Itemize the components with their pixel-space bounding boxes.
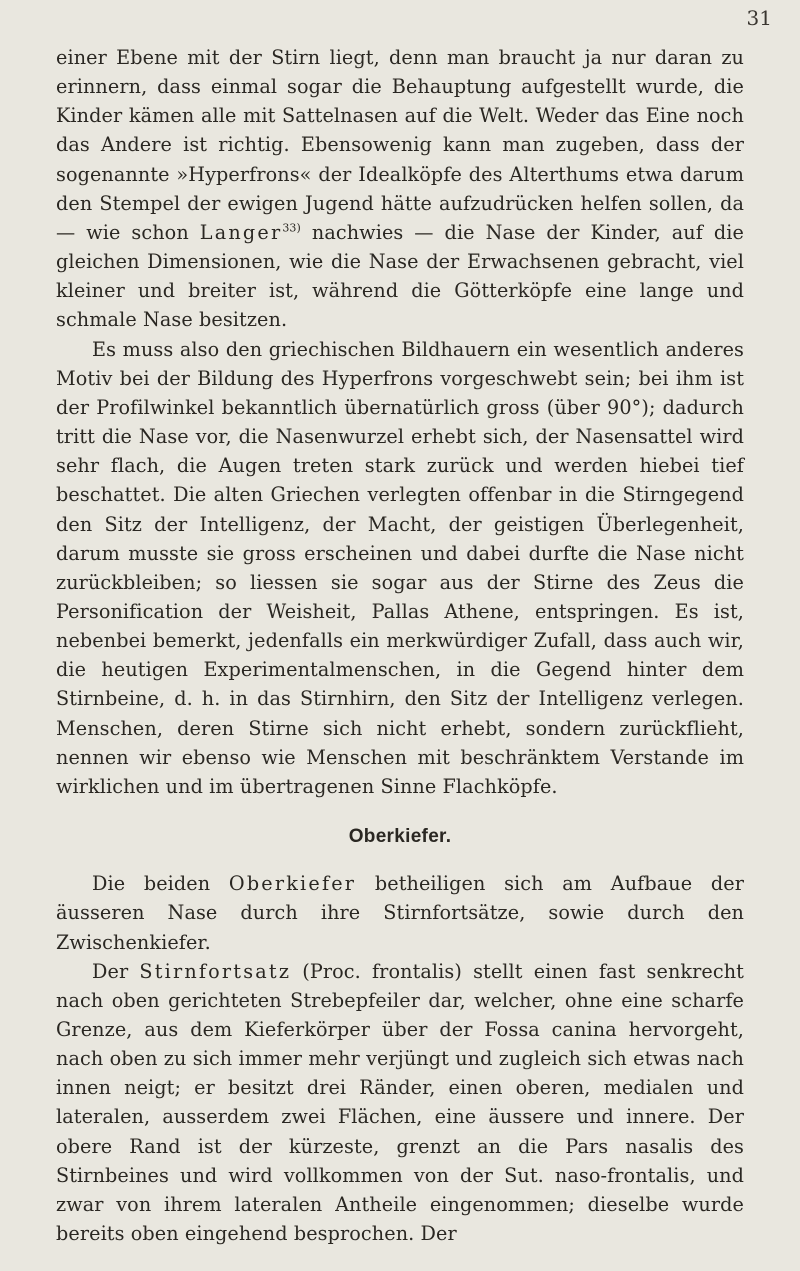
paragraph-1 [56, 43, 744, 335]
section-heading-oberkiefer: Oberkiefer. [348, 826, 452, 848]
paragraph-3-text-a: Die beiden [92, 872, 229, 896]
footnote-ref-33: 33) [282, 221, 301, 235]
paragraph-2: Es muss also den griechischen Bildhauern ein wesentlich anderes Motiv bei der Bildung des Hyperfrons vorgeschwebt sein; bei ihm ist der Profilwinkel bekanntlich übernatürlich gross (über 90°); dadurch tritt die Nase vor, die Nasenwurzel erhebt sich, der Nasensattel wird sehr flach, die Augen treten stark zurück und werden hiebei tief beschattet. Die alten Griechen verlegten offenbar in die Stirngegend den Sitz der Intelligenz, der Macht, der geistigen Überlegenheit, darum musste sie gross erscheinen und dabei durfte die Nase nicht zurückbleiben; so liessen sie sogar aus der Stirne des Zeus die Personification der Weisheit, Pallas Athene, entspringen. Es ist, nebenbei bemerkt, jedenfalls ein merkwürdiger Zufall, dass auch wir, die heutigen Experimentalmenschen, in die Gegend hinter dem Stirnbeine, d. h. in das Stirnhirn, den Sitz der Intelligenz verlegen. Menschen, deren Stirne sich nicht erhebt, sondern zurückflieht, nennen wir ebenso wie Menschen mit beschränktem Verstande im wirklichen und im übertragenen Sinne Flachköpfe. [56, 337, 744, 798]
author-name-langer: Langer [199, 220, 283, 244]
paragraph-4-text-b: (Proc. frontalis) stellt einen fast senkrecht nach oben gerichteten Strebepfeiler dar, welcher, ohne eine scharfe Grenze, aus dem Kieferkörper über der Fossa canina hervorgeht, nach oben zu sich immer mehr verjüngt und zugleich sich etwas nach innen neigt; er besitzt drei Ränder, einen oberen, medialen und lateralen, ausserdem zwei Flächen, eine äussere und innere. Der obere Rand ist der kürzeste, grenzt an die Pars nasalis des Stirnbeines und wird vollkommen von der Sut. naso-frontalis, und zwar von ihrem lateralen Antheile eingenommen; dieselbe wurde bereits oben eingehend besprochen. Der [56, 959, 744, 1246]
page-number: 31 [746, 6, 772, 30]
term-oberkiefer: Oberkiefer [228, 872, 357, 896]
paragraph-1-text-a: einer Ebene mit der Stirn liegt, denn man braucht ja nur daran zu erinnern, dass einmal sogar die Behauptung aufgestellt wurde, die Kinder kämen alle mit Sattelnasen auf die Welt. Weder das Eine noch das Andere ist richtig. Ebensowenig kann man zugeben, dass der sogenannte »Hyperfrons« der Idealköpfe des Alterthums etwa darum den Stempel der ewigen Jugend hätte aufzudrücken helfen sollen, da — wie schon [56, 46, 744, 244]
paragraph-3-text-b: betheiligen sich am Aufbaue der äusseren Nase durch ihre Stirnfortsätze, sowie durch den Zwischenkiefer. [56, 872, 744, 954]
paragraph-4 [56, 957, 744, 1249]
paragraph-3 [56, 869, 744, 956]
paragraph-4-text-a: Der [92, 959, 140, 983]
body-text [56, 43, 744, 1248]
paragraph-1-text-b: nachwies — die Nase der Kinder, auf die gleichen Dimensionen, wie die Nase der Erwachsenen gebracht, viel kleiner und breiter ist, während die Götterköpfe eine lange und schmale Nase besitzen. [56, 220, 744, 332]
term-stirnfortsatz: Stirnfortsatz [139, 959, 292, 983]
